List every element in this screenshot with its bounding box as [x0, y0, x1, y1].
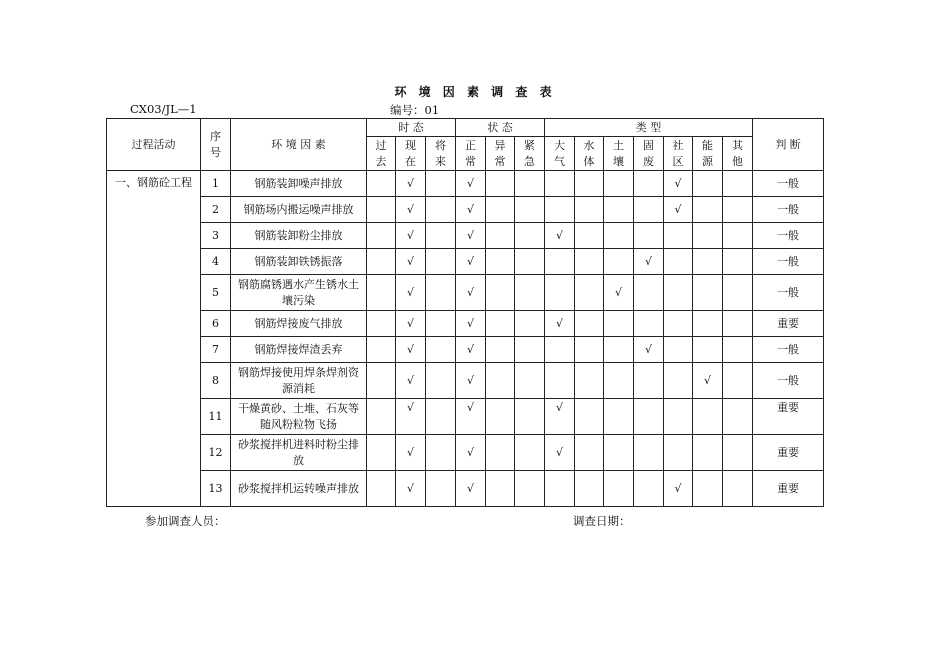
row-number: 1	[201, 171, 231, 197]
check-cell	[723, 249, 753, 275]
table-row	[107, 171, 824, 197]
check-mark: √	[396, 275, 426, 311]
header-sub-9	[634, 137, 664, 171]
check-cell	[664, 435, 693, 471]
header-sub-11	[693, 137, 723, 171]
check-cell	[693, 275, 723, 311]
header-sub-3	[456, 137, 486, 171]
header-factor: 环 境 因 素	[231, 119, 367, 171]
check-cell	[515, 311, 545, 337]
check-cell	[545, 197, 575, 223]
factor-cell: 钢筋焊接焊渣丢弃	[231, 337, 367, 363]
row-number: 5	[201, 275, 231, 311]
check-cell	[723, 435, 753, 471]
check-mark: √	[456, 171, 486, 197]
check-cell	[664, 275, 693, 311]
check-mark: √	[664, 471, 693, 507]
header-sub-char: 急	[524, 154, 536, 168]
factor-cell: 砂浆搅拌机进料时粉尘排放	[231, 435, 367, 471]
check-mark: √	[456, 337, 486, 363]
header-sub-char: 能	[702, 138, 714, 152]
header-sub-2	[426, 137, 456, 171]
header-sub-char: 正	[465, 138, 477, 152]
table-row	[107, 275, 824, 311]
check-cell	[426, 171, 456, 197]
check-cell	[634, 275, 664, 311]
check-cell	[515, 471, 545, 507]
check-cell	[367, 363, 396, 399]
survey-table	[106, 118, 824, 507]
check-cell	[723, 363, 753, 399]
table-row	[107, 311, 824, 337]
check-mark: √	[604, 275, 634, 311]
factor-cell: 钢筋焊接废气排放	[231, 311, 367, 337]
check-cell	[426, 337, 456, 363]
activity-cell: 一、钢筋砼工程	[107, 171, 201, 507]
judge-cell: 重要	[753, 399, 824, 435]
check-cell	[545, 363, 575, 399]
check-cell	[723, 197, 753, 223]
header-type: 类 型	[545, 119, 753, 137]
check-cell	[693, 171, 723, 197]
check-cell	[575, 249, 604, 275]
check-cell	[723, 171, 753, 197]
table-row	[107, 197, 824, 223]
check-cell	[575, 275, 604, 311]
header-sub-7	[575, 137, 604, 171]
header-sub-4	[486, 137, 515, 171]
judge-cell: 重要	[753, 435, 824, 471]
form-title: 环 境 因 素 调 查 表	[394, 85, 556, 99]
header-sub-char: 常	[494, 154, 506, 168]
header-sub-char: 气	[554, 154, 566, 168]
check-cell	[604, 337, 634, 363]
serial-number: 编号：01	[390, 103, 440, 117]
header-sub-1	[396, 137, 426, 171]
header-sub-char: 常	[465, 154, 477, 168]
check-cell	[575, 435, 604, 471]
judge-cell: 一般	[753, 275, 824, 311]
check-cell	[604, 171, 634, 197]
check-cell	[515, 171, 545, 197]
header-sub-char: 去	[375, 154, 387, 168]
table-row	[107, 399, 824, 435]
check-cell	[486, 399, 515, 435]
header-judge: 判 断	[753, 119, 824, 171]
header-sub-char: 体	[583, 154, 595, 168]
check-cell	[634, 399, 664, 435]
document-code: CX03/JL—1	[130, 102, 197, 116]
participants-label: 参加调查人员：	[145, 514, 226, 528]
check-cell	[515, 197, 545, 223]
check-cell	[545, 471, 575, 507]
check-mark: √	[456, 249, 486, 275]
judge-cell: 一般	[753, 223, 824, 249]
check-cell	[367, 311, 396, 337]
check-cell	[486, 311, 515, 337]
check-cell	[604, 399, 634, 435]
check-mark: √	[545, 435, 575, 471]
header-sub-6	[545, 137, 575, 171]
check-cell	[515, 363, 545, 399]
check-cell	[515, 275, 545, 311]
check-cell	[426, 471, 456, 507]
check-cell	[723, 471, 753, 507]
row-number: 8	[201, 363, 231, 399]
check-cell	[723, 223, 753, 249]
row-number: 7	[201, 337, 231, 363]
factor-cell: 钢筋装卸噪声排放	[231, 171, 367, 197]
header-seq-2: 号	[210, 145, 221, 159]
header-tense: 时 态	[367, 119, 456, 137]
check-cell	[575, 223, 604, 249]
check-cell	[486, 171, 515, 197]
check-mark: √	[396, 197, 426, 223]
check-mark: √	[456, 197, 486, 223]
check-cell	[486, 337, 515, 363]
check-cell	[545, 337, 575, 363]
check-mark: √	[456, 471, 486, 507]
check-cell	[664, 311, 693, 337]
check-cell	[723, 275, 753, 311]
header-row-groups	[107, 119, 824, 137]
check-cell	[367, 197, 396, 223]
check-cell	[367, 337, 396, 363]
check-mark: √	[664, 171, 693, 197]
factor-cell: 钢筋腐锈遇水产生锈水土壤污染	[231, 275, 367, 311]
header-sub-char: 废	[643, 154, 655, 168]
check-cell	[426, 435, 456, 471]
check-mark: √	[664, 197, 693, 223]
check-cell	[664, 337, 693, 363]
check-cell	[634, 171, 664, 197]
check-mark: √	[545, 399, 575, 435]
check-mark: √	[456, 275, 486, 311]
check-mark: √	[396, 171, 426, 197]
judge-cell: 一般	[753, 337, 824, 363]
header-activity: 过程活动	[107, 119, 201, 171]
factor-cell: 钢筋装卸粉尘排放	[231, 223, 367, 249]
check-cell	[693, 249, 723, 275]
check-cell	[367, 171, 396, 197]
header-sub-char: 大	[554, 138, 566, 152]
check-cell	[515, 223, 545, 249]
check-mark: √	[396, 471, 426, 507]
check-cell	[486, 275, 515, 311]
check-cell	[693, 337, 723, 363]
check-cell	[693, 197, 723, 223]
header-sub-char: 过	[375, 138, 387, 152]
check-cell	[545, 275, 575, 311]
check-cell	[426, 275, 456, 311]
check-cell	[664, 223, 693, 249]
header-sub-5	[515, 137, 545, 171]
check-cell	[515, 435, 545, 471]
header-sub-char: 固	[643, 138, 655, 152]
check-cell	[486, 435, 515, 471]
header-state: 状 态	[456, 119, 545, 137]
check-cell	[575, 363, 604, 399]
judge-cell: 重要	[753, 471, 824, 507]
header-sub-char: 源	[702, 154, 714, 168]
header-seq-1: 序	[210, 129, 221, 143]
factor-cell: 钢筋场内搬运噪声排放	[231, 197, 367, 223]
check-cell	[604, 471, 634, 507]
check-cell	[486, 223, 515, 249]
header-sub-char: 区	[672, 154, 684, 168]
check-cell	[426, 363, 456, 399]
check-cell	[693, 223, 723, 249]
header-sub-char: 来	[435, 154, 446, 168]
header-sub-char: 异	[494, 138, 506, 152]
check-cell	[575, 471, 604, 507]
date-label: 调查日期：	[573, 514, 631, 528]
table-row	[107, 249, 824, 275]
row-number: 13	[201, 471, 231, 507]
header-sub-0	[367, 137, 396, 171]
row-number: 3	[201, 223, 231, 249]
check-cell	[367, 399, 396, 435]
check-cell	[367, 249, 396, 275]
check-cell	[515, 337, 545, 363]
check-cell	[723, 399, 753, 435]
row-number: 11	[201, 399, 231, 435]
check-cell	[575, 399, 604, 435]
check-cell	[664, 249, 693, 275]
check-cell	[515, 249, 545, 275]
header-sub-char: 紧	[524, 138, 536, 152]
check-cell	[723, 337, 753, 363]
check-mark: √	[396, 435, 426, 471]
table-row	[107, 471, 824, 507]
check-cell	[634, 311, 664, 337]
check-cell	[604, 311, 634, 337]
check-cell	[634, 471, 664, 507]
factor-cell: 砂浆搅拌机运转噪声排放	[231, 471, 367, 507]
check-cell	[575, 337, 604, 363]
check-mark: √	[396, 223, 426, 249]
check-cell	[486, 471, 515, 507]
header-sub-8	[604, 137, 634, 171]
check-cell	[486, 363, 515, 399]
check-cell	[664, 399, 693, 435]
check-cell	[515, 399, 545, 435]
judge-cell: 一般	[753, 249, 824, 275]
table-row	[107, 363, 824, 399]
header-sub-char: 将	[435, 138, 446, 152]
factor-cell: 钢筋焊接使用焊条焊剂资源消耗	[231, 363, 367, 399]
check-cell	[604, 435, 634, 471]
check-cell	[634, 435, 664, 471]
check-mark: √	[396, 399, 426, 435]
check-mark: √	[456, 223, 486, 249]
judge-cell: 重要	[753, 311, 824, 337]
check-cell	[693, 471, 723, 507]
header-sub-char: 土	[613, 138, 625, 152]
header-sub-12	[723, 137, 753, 171]
check-cell	[575, 197, 604, 223]
check-cell	[693, 311, 723, 337]
row-number: 12	[201, 435, 231, 471]
check-mark: √	[693, 363, 723, 399]
check-cell	[545, 171, 575, 197]
header-sub-char: 其	[732, 138, 744, 152]
check-cell	[693, 435, 723, 471]
check-cell	[486, 197, 515, 223]
check-cell	[634, 363, 664, 399]
header-seq	[201, 119, 231, 171]
check-cell	[426, 311, 456, 337]
check-mark: √	[396, 337, 426, 363]
judge-cell: 一般	[753, 171, 824, 197]
check-cell	[604, 249, 634, 275]
row-number: 2	[201, 197, 231, 223]
check-mark: √	[456, 363, 486, 399]
check-cell	[367, 275, 396, 311]
check-cell	[575, 311, 604, 337]
check-mark: √	[634, 337, 664, 363]
check-cell	[367, 435, 396, 471]
check-cell	[634, 223, 664, 249]
check-cell	[426, 399, 456, 435]
factor-cell: 钢筋装卸铁锈振落	[231, 249, 367, 275]
header-sub-char: 他	[732, 154, 744, 168]
header-sub-char: 在	[405, 154, 416, 168]
header-sub-char: 壤	[613, 154, 625, 168]
check-cell	[664, 363, 693, 399]
check-cell	[604, 363, 634, 399]
check-cell	[486, 249, 515, 275]
header-sub-char: 现	[405, 138, 416, 152]
header-sub-char: 社	[672, 138, 684, 152]
check-cell	[426, 223, 456, 249]
table-row	[107, 223, 824, 249]
header-sub-10	[664, 137, 693, 171]
judge-cell: 一般	[753, 363, 824, 399]
row-number: 6	[201, 311, 231, 337]
check-cell	[426, 197, 456, 223]
check-cell	[723, 311, 753, 337]
check-mark: √	[396, 363, 426, 399]
check-cell	[367, 223, 396, 249]
check-mark: √	[456, 435, 486, 471]
check-cell	[426, 249, 456, 275]
check-mark: √	[396, 249, 426, 275]
header-sub-char: 水	[583, 138, 595, 152]
judge-cell: 一般	[753, 197, 824, 223]
check-cell	[604, 197, 634, 223]
check-mark: √	[545, 311, 575, 337]
check-mark: √	[634, 249, 664, 275]
check-mark: √	[545, 223, 575, 249]
row-number: 4	[201, 249, 231, 275]
check-cell	[604, 223, 634, 249]
check-cell	[693, 399, 723, 435]
table-row	[107, 435, 824, 471]
check-cell	[545, 249, 575, 275]
factor-cell: 干燥黄砂、土堆、石灰等随风粉粒物飞扬	[231, 399, 367, 435]
check-cell	[367, 471, 396, 507]
check-cell	[634, 197, 664, 223]
table-row	[107, 337, 824, 363]
check-mark: √	[396, 311, 426, 337]
check-cell	[575, 171, 604, 197]
check-mark: √	[456, 399, 486, 435]
check-mark: √	[456, 311, 486, 337]
